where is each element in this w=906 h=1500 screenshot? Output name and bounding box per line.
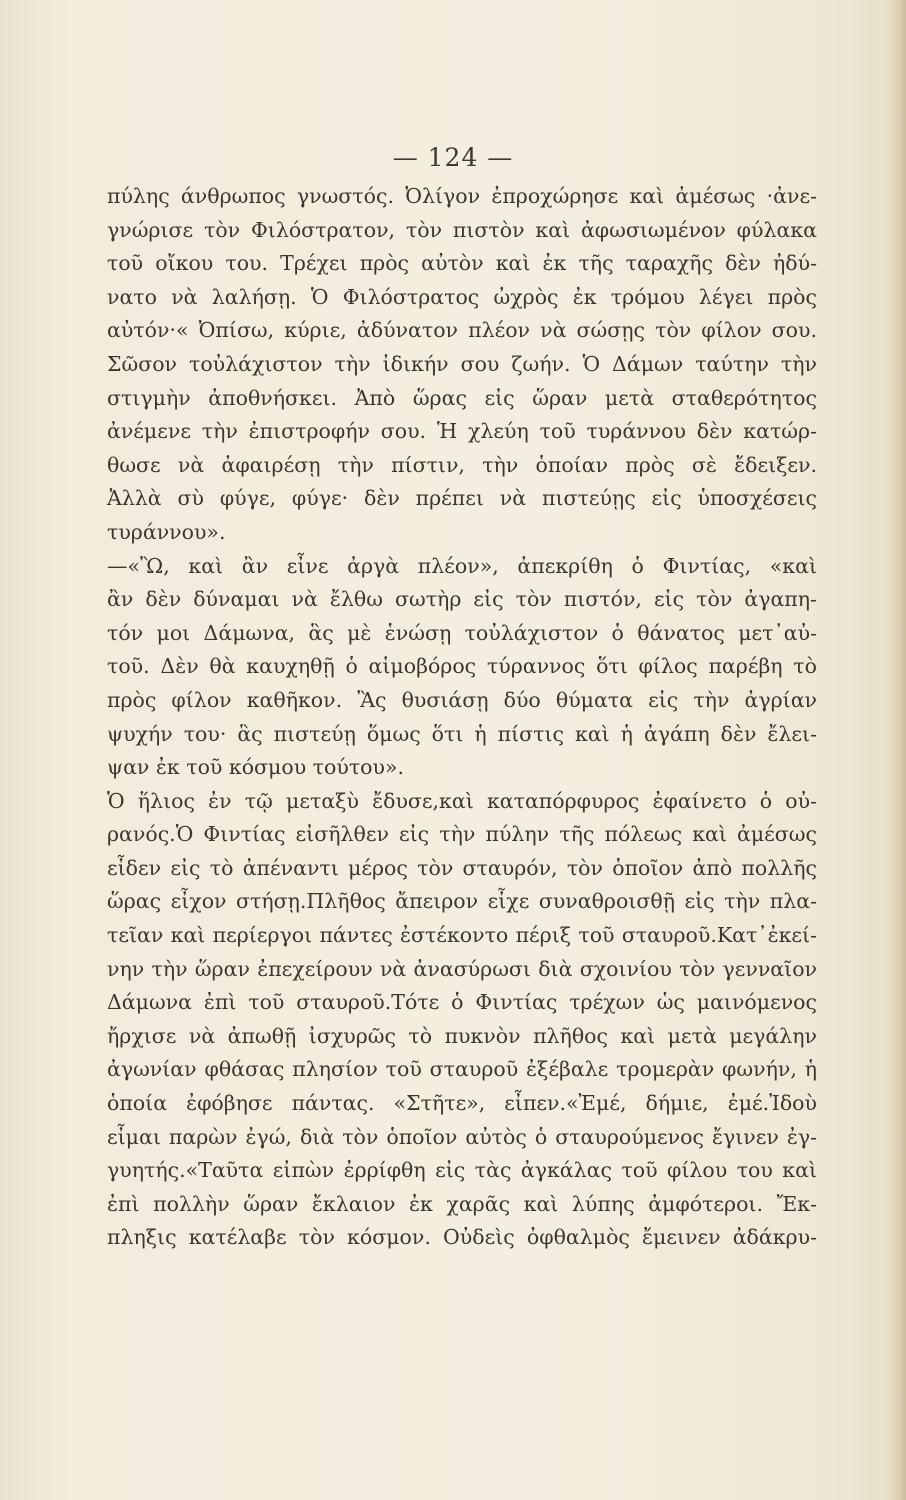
text-line: τόν μοι Δάμωνα, ἃς μὲ ἑνώσῃ τοὐλάχιστον ὁ θάνατος μετ᾽αὐ- bbox=[107, 620, 817, 645]
text-line: γυητής.«Ταῦτα εἰπὼν ἐρρίφθη εἰς τὰς ἀγκάλας τοῦ φίλου του καὶ bbox=[107, 1158, 817, 1183]
text-line: Ἀλλὰ σὺ φύγε, φύγε· δὲν πρέπει νὰ πιστεύῃς εἰς ὑποσχέσεις bbox=[107, 486, 817, 511]
text-line: εἶμαι παρὼν ἐγώ, διὰ τὸν ὁποῖον αὐτὸς ὁ σταυρούμενος ἔγινεν ἐγ- bbox=[107, 1124, 817, 1149]
text-line: τοῦ. Δὲν θὰ καυχηθῇ ὁ αἱμοβόρος τύραννος ὅτι φίλος παρέβη τὸ bbox=[107, 654, 817, 679]
text-line: ἐπὶ πολλὴν ὥραν ἔκλαιον ἐκ χαρᾶς καὶ λύπης ἀμφότεροι. Ἔκ- bbox=[107, 1191, 817, 1216]
text-line: ρανός.Ὁ Φιντίας εἰσῆλθεν εἰς τὴν πύλην τῆς πόλεως καὶ ἀμέσως bbox=[107, 822, 817, 847]
text-line: νην τὴν ὥραν ἐπεχείρουν νὰ ἀνασύρωσι διὰ σχοινίου τὸν γενναῖον bbox=[107, 956, 817, 981]
text-line: ὁποία ἐφόβησε πάντας. «Στῆτε», εἶπεν.«Ἐμέ, δήμιε, ἐμέ.Ἰδοὺ bbox=[107, 1091, 817, 1116]
page-number: — 124 — bbox=[392, 143, 514, 172]
text-line: ὥρας εἶχον στήσῃ.Πλῆθος ἄπειρον εἶχε συναθροισθῇ εἰς τὴν πλα- bbox=[107, 889, 817, 914]
text-line: αὐτόν·« Ὀπίσω, κύριε, ἀδύνατον πλέον νὰ σώσῃς τὸν φίλον σου. bbox=[107, 318, 817, 343]
text-line: —«Ὢ, καὶ ἂν εἶνε ἀργὰ πλέον», ἀπεκρίθη ὁ Φιντίας, «καὶ bbox=[107, 553, 817, 578]
text-line: ἀνέμενε τὴν ἐπιστροφήν σου. Ἡ χλεύη τοῦ τυράννου δὲν κατώρ- bbox=[107, 419, 817, 444]
body-text bbox=[107, 180, 817, 1255]
text-line: τυράννου». bbox=[107, 519, 226, 544]
text-line: ἂν δὲν δύναμαι νὰ ἔλθω σωτὴρ εἰς τὸν πιστόν, εἰς τὸν ἀγαπη- bbox=[107, 587, 817, 612]
text-line: γνώρισε τὸν Φιλόστρατον, τὸν πιστὸν καὶ ἀφωσιωμένον φύλακα bbox=[107, 217, 817, 242]
text-line: ψαν ἐκ τοῦ κόσμου τούτου». bbox=[107, 755, 405, 780]
text-line: ἀγωνίαν φθάσας πλησίον τοῦ σταυροῦ ἐξέβαλε τρομερὰν φωνήν, ἡ bbox=[107, 1057, 817, 1082]
text-line: νατο νὰ λαλήσῃ. Ὁ Φιλόστρατος ὠχρὸς ἐκ τρόμου λέγει πρὸς bbox=[107, 284, 817, 309]
text-line: τοῦ οἴκου του. Τρέχει πρὸς αὐτὸν καὶ ἐκ τῆς ταραχῆς δὲν ἠδύ- bbox=[107, 251, 817, 276]
text-line: εἶδεν εἰς τὸ ἀπέναντι μέρος τὸν σταυρόν, τὸν ὁποῖον ἀπὸ πολλῆς bbox=[107, 855, 817, 880]
text-line: πύλης άνθρωπος γνωστός. Ὀλίγον ἐπροχώρησε καὶ ἀμέσως ·ἀνε- bbox=[107, 184, 817, 208]
text-line: θωσε νὰ ἀφαιρέσῃ τὴν πίστιν, τὴν ὁποίαν πρὸς σὲ ἔδειξεν. bbox=[107, 452, 817, 477]
text-line: στιγμὴν ἀποθνήσκει. Ἀπὸ ὥρας εἰς ὥραν μετὰ σταθερότητος bbox=[107, 385, 817, 410]
text-line: ἤρχισε νὰ ἀπωθῇ ἰσχυρῶς τὸ πυκνὸν πλῆθος καὶ μετὰ μεγάλην bbox=[107, 1023, 817, 1048]
text-line: Σῶσον τοὐλάχιστον τὴν ἰδικήν σου ζωήν. Ὁ Δάμων ταύτην τὴν bbox=[107, 351, 817, 376]
text-line: πρὸς φίλον καθῆκον. Ἂς θυσιάσῃ δύο θύματα εἰς τὴν ἀγρίαν bbox=[107, 687, 817, 712]
text-line: Ὁ ἥλιος ἐν τῷ μεταξὺ ἔδυσε,καὶ καταπόρφυρος ἐφαίνετο ὁ οὐ- bbox=[107, 788, 817, 813]
page-edge bbox=[888, 0, 906, 1500]
text-line: πληξις κατέλαβε τὸν κόσμον. Οὐδεὶς ὀφθαλμὸς ἔμεινεν ἀδάκρυ- bbox=[107, 1225, 817, 1250]
text-line: ψυχήν του· ἃς πιστεύῃ ὅμως ὅτι ἡ πίστις καὶ ἡ ἀγάπη δὲν ἔλει- bbox=[107, 721, 817, 746]
text-line: Δάμωνα ἐπὶ τοῦ σταυροῦ.Τότε ὁ Φιντίας τρέχων ὡς μαινόμενος bbox=[107, 990, 817, 1015]
text-line: τεῖαν καὶ περίεργοι πάντες ἐστέκοντο πέριξ τοῦ σταυροῦ.Κατ᾽ἐκεί- bbox=[107, 923, 817, 948]
